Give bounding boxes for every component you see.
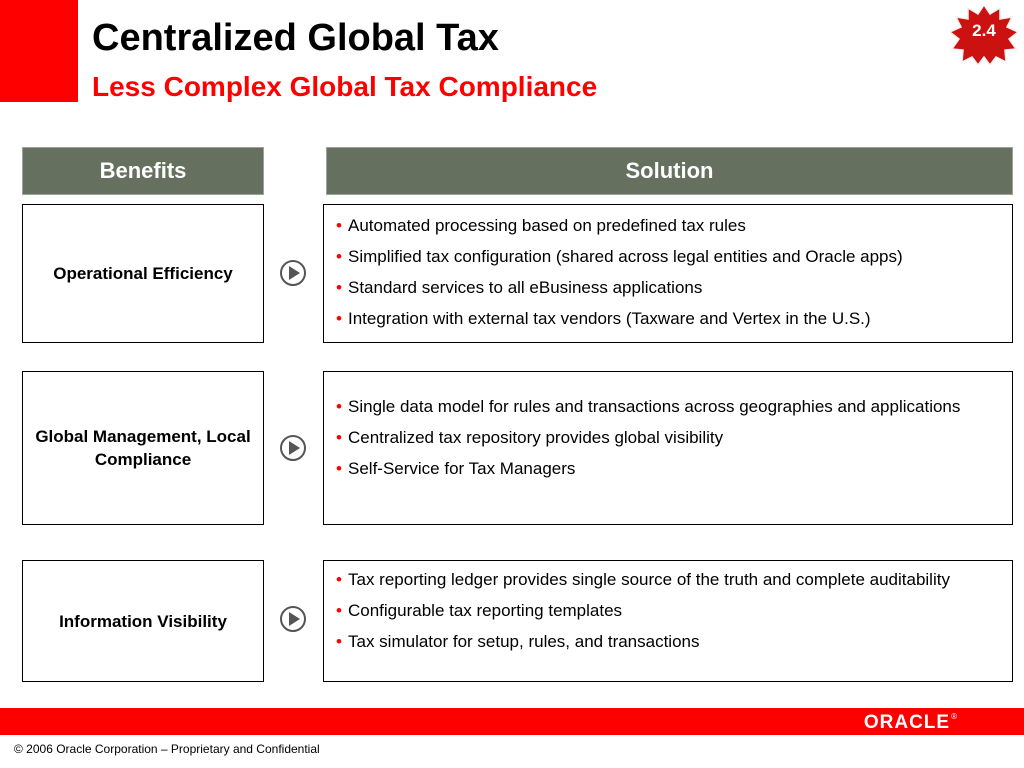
solution-list bbox=[336, 395, 1000, 480]
solution-box-2 bbox=[323, 371, 1013, 525]
bullet-icon: • bbox=[336, 632, 342, 651]
solution-item-text: Standard services to all eBusiness applications bbox=[348, 278, 703, 297]
bullet-icon: • bbox=[336, 278, 342, 297]
solution-item-text: Integration with external tax vendors (Taxware and Vertex in the U.S.) bbox=[348, 309, 871, 328]
benefit-operational-efficiency: Operational Efficiency bbox=[22, 204, 264, 343]
play-circle-icon bbox=[279, 434, 307, 462]
solution-list bbox=[336, 568, 1000, 653]
solution-item bbox=[336, 457, 1000, 480]
solution-item bbox=[336, 630, 1000, 653]
bullet-icon: • bbox=[336, 247, 342, 266]
solution-item bbox=[336, 214, 1000, 237]
bullet-icon: • bbox=[336, 309, 342, 328]
solution-item bbox=[336, 245, 1000, 268]
solution-item-text: Automated processing based on predefined tax rules bbox=[348, 216, 746, 235]
benefit-global-management: Global Management, Local Compliance bbox=[22, 371, 264, 525]
registered-mark: ® bbox=[951, 712, 958, 721]
solution-item bbox=[336, 426, 1000, 449]
oracle-logo-text: ORACLE bbox=[863, 712, 951, 733]
solution-box-1 bbox=[323, 204, 1013, 343]
solution-item-text: Self-Service for Tax Managers bbox=[348, 459, 576, 478]
bullet-icon: • bbox=[336, 397, 342, 416]
solution-item-text: Centralized tax repository provides global visibility bbox=[348, 428, 724, 447]
bullet-icon: • bbox=[336, 570, 342, 589]
bullet-icon: • bbox=[336, 459, 342, 478]
solution-item bbox=[336, 395, 1000, 418]
bullet-icon: • bbox=[336, 216, 342, 235]
play-circle-icon bbox=[279, 605, 307, 633]
solution-item-text: Single data model for rules and transactions across geographies and applications bbox=[348, 397, 961, 416]
accent-red-block bbox=[0, 0, 78, 102]
solution-item bbox=[336, 307, 1000, 330]
solution-item-text: Simplified tax configuration (shared across legal entities and Oracle apps) bbox=[348, 247, 903, 266]
bullet-icon: • bbox=[336, 601, 342, 620]
solution-header: Solution bbox=[326, 147, 1013, 195]
solution-item-text: Tax reporting ledger provides single source of the truth and complete auditability bbox=[348, 570, 950, 589]
solution-item-text: Tax simulator for setup, rules, and transactions bbox=[348, 632, 700, 651]
page-title: Centralized Global Tax bbox=[92, 17, 499, 59]
solution-item-text: Configurable tax reporting templates bbox=[348, 601, 623, 620]
play-circle-icon bbox=[279, 259, 307, 287]
benefit-information-visibility: Information Visibility bbox=[22, 560, 264, 682]
benefits-header: Benefits bbox=[22, 147, 264, 195]
page-subtitle: Less Complex Global Tax Compliance bbox=[92, 71, 598, 102]
bullet-icon: • bbox=[336, 428, 342, 447]
solution-item bbox=[336, 599, 1000, 622]
oracle-logo bbox=[864, 712, 958, 734]
solution-box-3 bbox=[323, 560, 1013, 682]
slide-number-badge: 2.4 bbox=[972, 21, 996, 40]
solution-item bbox=[336, 276, 1000, 299]
solution-item bbox=[336, 568, 1000, 591]
solution-list bbox=[336, 214, 1000, 330]
copyright-notice: © 2006 Oracle Corporation – Proprietary and Confidential bbox=[14, 742, 320, 756]
